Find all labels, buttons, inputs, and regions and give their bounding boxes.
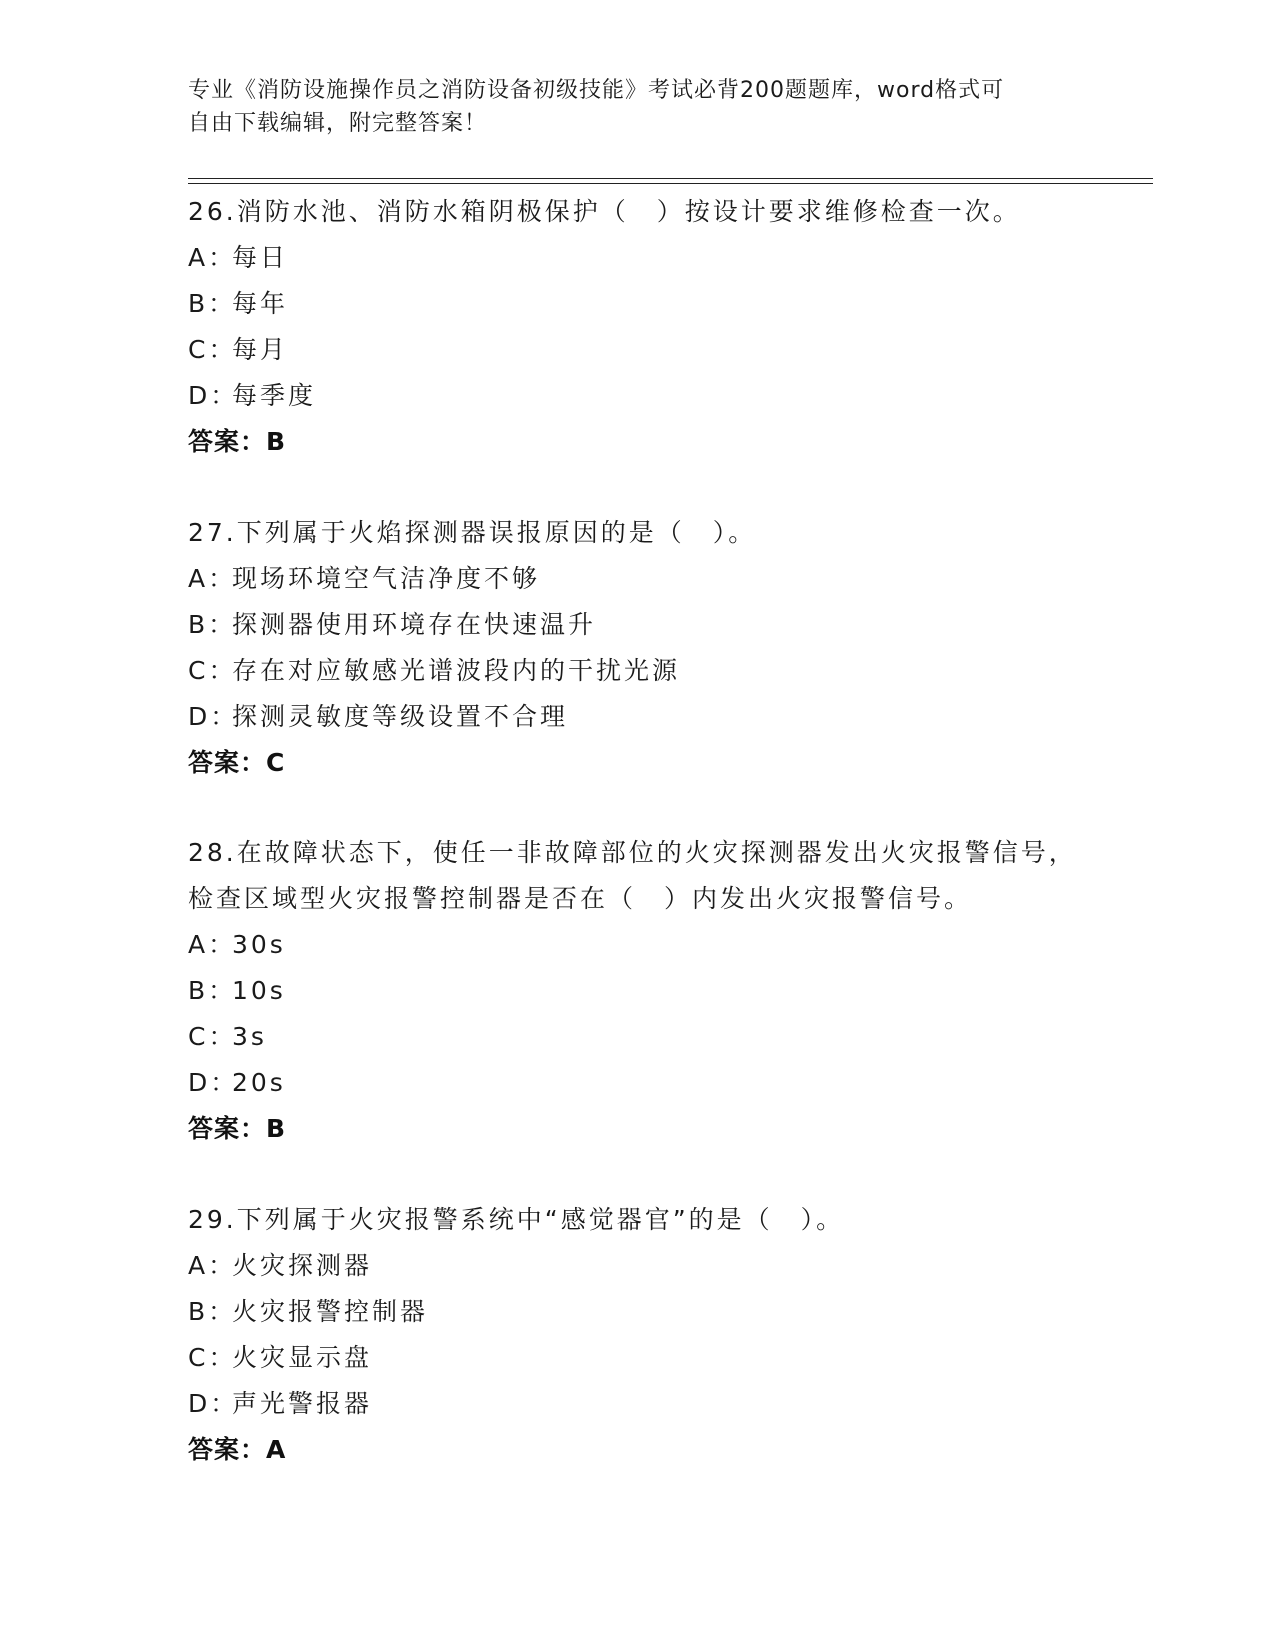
option-d: [188, 373, 1088, 419]
option-c: [188, 327, 1088, 373]
option-key: D：: [188, 1068, 239, 1097]
option-text: 探测器使用环境存在快速温升: [232, 610, 597, 639]
question-stem: 28.在故障状态下，使任一非故障部位的火灾探测器发出火灾报警信号，检查区域型火灾报警控制器是否在（ ）内发出火灾报警信号。: [188, 838, 1077, 913]
option-a: [188, 1243, 1088, 1289]
option-a: [188, 556, 1088, 602]
option-text: 每月: [232, 335, 289, 364]
option-a: [188, 235, 1088, 281]
option-key: C：: [188, 1343, 237, 1372]
option-c: [188, 648, 1088, 694]
option-key: C：: [188, 656, 237, 685]
option-text: 20s: [232, 1068, 286, 1097]
question-26: [188, 189, 1088, 465]
option-b: [188, 1289, 1088, 1335]
question-28: [188, 830, 1088, 1152]
option-key: A：: [188, 930, 237, 959]
option-text: 火灾探测器: [232, 1251, 373, 1280]
option-c: [188, 1014, 1088, 1060]
option-key: B：: [188, 610, 237, 639]
option-key: A：: [188, 243, 237, 272]
option-text: 火灾报警控制器: [232, 1297, 429, 1326]
option-key: B：: [188, 289, 237, 318]
option-d: [188, 694, 1088, 740]
option-b: [188, 281, 1088, 327]
option-text: 每季度: [232, 381, 317, 410]
option-key: D：: [188, 702, 239, 731]
option-d: [188, 1060, 1088, 1106]
option-text: 10s: [232, 976, 286, 1005]
question-stem: 26.消防水池、消防水箱阴极保护（ ）按设计要求维修检查一次。: [188, 197, 1021, 226]
option-key: C：: [188, 1022, 237, 1051]
header-divider-top: [188, 178, 1153, 179]
option-key: A：: [188, 1251, 237, 1280]
option-a: [188, 922, 1088, 968]
option-key: D：: [188, 1389, 239, 1418]
option-text: 3s: [232, 1022, 267, 1051]
header-divider-bottom: [188, 183, 1153, 184]
question-stem: 27.下列属于火焰探测器误报原因的是（ ）。: [188, 518, 757, 547]
answer: 答案：B: [188, 1114, 287, 1143]
option-b: [188, 602, 1088, 648]
option-text: 现场环境空气洁净度不够: [232, 564, 541, 593]
option-b: [188, 968, 1088, 1014]
option-text: 声光警报器: [232, 1389, 373, 1418]
option-text: 每日: [232, 243, 289, 272]
header-line-2: 自由下载编辑，附完整答案！: [188, 111, 488, 136]
option-text: 30s: [232, 930, 286, 959]
answer: 答案：A: [188, 1435, 287, 1464]
question-27: [188, 510, 1088, 786]
option-text: 火灾显示盘: [232, 1343, 373, 1372]
question-stem: 29.下列属于火灾报警系统中“感觉器官”的是（ ）。: [188, 1205, 845, 1234]
document-header: [188, 74, 1088, 140]
header-line-1: 专业《消防设施操作员之消防设备初级技能》考试必背200题题库，word格式可: [188, 78, 1005, 103]
answer: 答案：B: [188, 427, 287, 456]
question-29: [188, 1197, 1088, 1473]
option-d: [188, 1381, 1088, 1427]
option-key: C：: [188, 335, 237, 364]
answer: 答案：C: [188, 748, 286, 777]
option-text: 探测灵敏度等级设置不合理: [232, 702, 569, 731]
option-key: A：: [188, 564, 237, 593]
option-c: [188, 1335, 1088, 1381]
option-text: 存在对应敏感光谱波段内的干扰光源: [232, 656, 681, 685]
option-key: B：: [188, 1297, 237, 1326]
option-key: D：: [188, 381, 239, 410]
option-text: 每年: [232, 289, 289, 318]
option-key: B：: [188, 976, 237, 1005]
